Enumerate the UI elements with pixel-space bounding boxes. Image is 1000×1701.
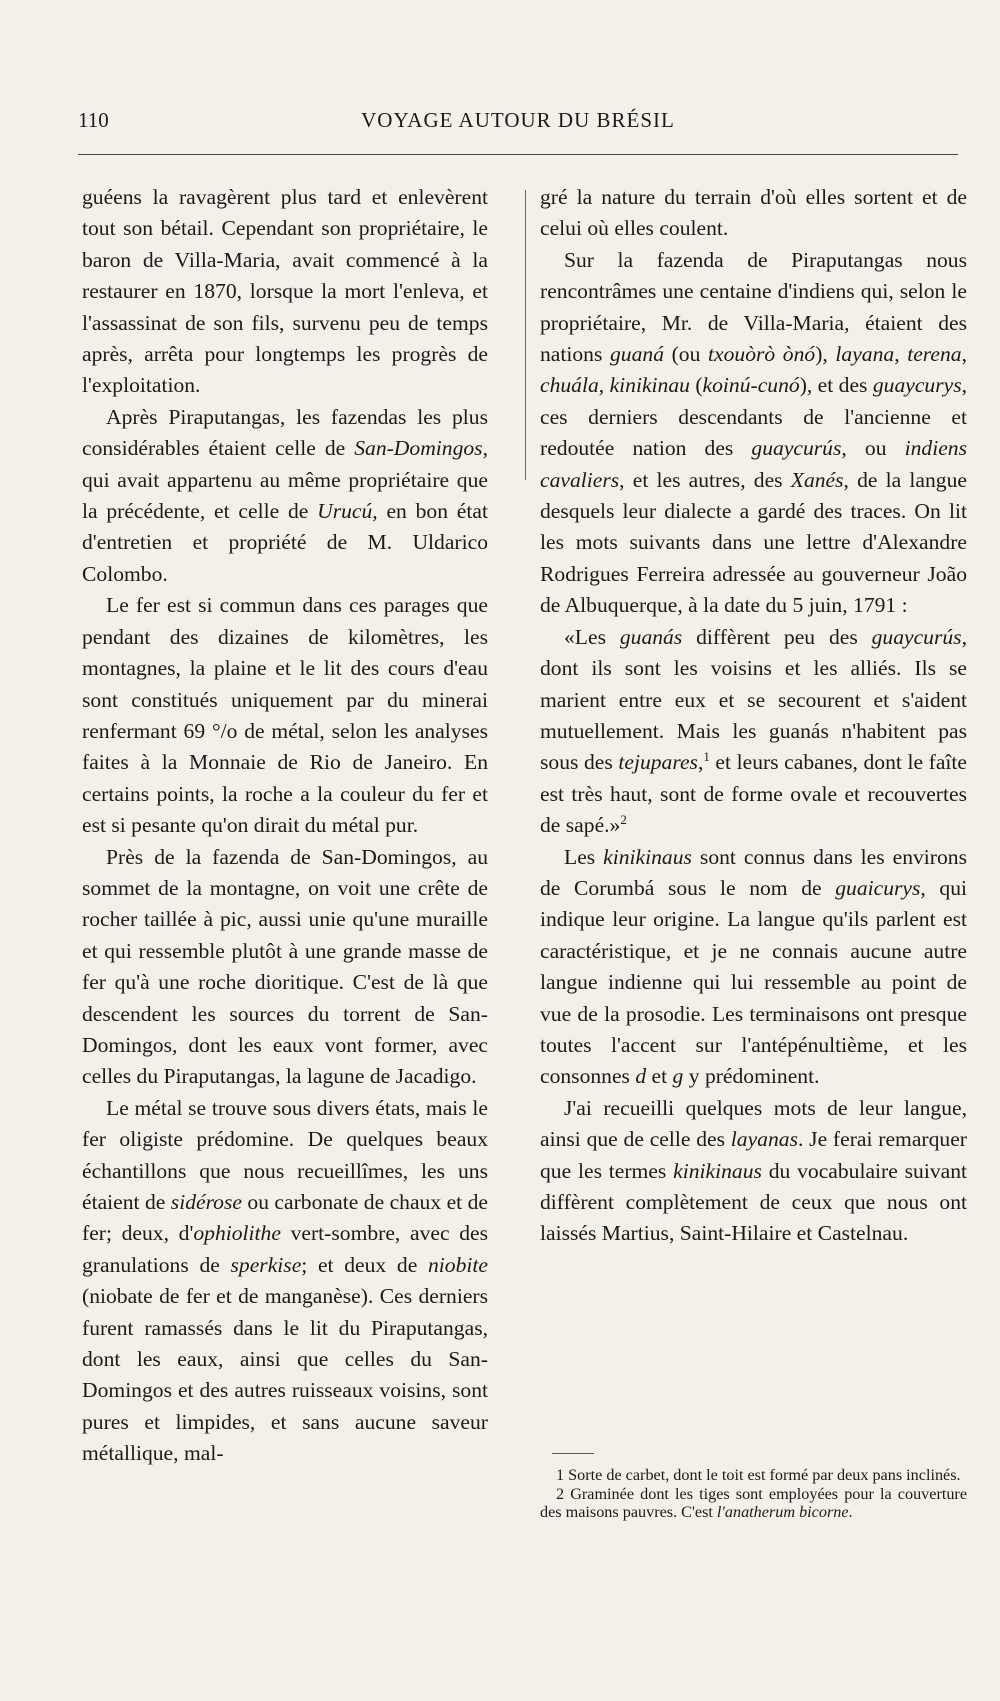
paragraph: Sur la fazenda de Piraputangas nous rencontrâmes une centaine d'indiens qui, selon le propriétaire, Mr. de Villa-Maria, étaient des nations guaná (ou txouòrò ònó), layana, terena, chuála, kinikinau (koinú-cunó), et des guaycurys, ces derniers descendants de l'ancienne et redoutée nation des guaycurús, ou indiens cavaliers, et les autres, des Xanés, de la langue desquels leur dialecte a gardé des traces. On lit les mots suivants dans une lettre d'Alexandre Rodrigues Ferreira adressée au gouverneur João de Albuquerque, à la date du 5 juin, 1791 : bbox=[540, 247, 968, 618]
paragraph: guéens la ravagèrent plus tard et enlevèrent tout son bétail. Cependant son propriétaire, le baron de Villa-Maria, avait commencé à la restaurer en 1870, lorsque la mort l'enleva, et l'assassinat de son fils, survenu peu de temps après, arrêta pour longtemps les progrès de l'exploitation. bbox=[82, 185, 488, 398]
column-rule bbox=[525, 190, 526, 480]
footnote-2: 2 Graminée dont les tiges sont employées pour la couverture des maisons pauvres. C'est l'anatherum bicorne. bbox=[540, 1484, 967, 1522]
paragraph: Le fer est si commun dans ces parages que pendant des dizaines de kilomètres, les montagnes, la plaine et le lit des cours d'eau sont constitués uniquement par du minerai renfermant 69 °/o de métal, selon les analyses faites à la Monnaie de Rio de Janeiro. En certains points, la roche a la couleur du fer et est si pesante qu'on dirait du métal pur. bbox=[82, 593, 488, 838]
page-header bbox=[78, 108, 958, 138]
header-rule bbox=[78, 154, 958, 155]
page-number: 110 bbox=[78, 108, 109, 132]
paragraph: Près de la fazenda de San-Domingos, au sommet de la montagne, on voit une crête de rocher taillée à pic, aussi unie qu'une muraille et qui ressemble plutôt à une grande masse de fer qu'à une roche dioritique. C'est de là que descendent les sources du torrent de San-Domingos, dont les eaux vont former, avec celles du Piraputangas, la lagune de Jacadigo. bbox=[82, 844, 488, 1089]
footnote-rule bbox=[552, 1453, 594, 1454]
quotation-paragraph: «Les guanás diffèrent peu des guaycurús, dont ils sont les voisins et les alliés. Ils se marient entre eux et se secourent et s'aident mutuellement. Mais les guanás n'habitent pas sous des tejupares,$^1$ et leurs cabanes, dont le faîte est très haut, sont de forme ovale et recouvertes de sapé.»$^2$ bbox=[540, 624, 968, 838]
right-column bbox=[540, 182, 967, 1250]
paragraph: Après Piraputangas, les fazendas les plus considérables étaient celle de San-Domingos, qui avait appartenu au même propriétaire que la précédente, et celle de Urucú, en bon état d'entretien et propriété de M. Uldarico Colombo. bbox=[82, 404, 488, 586]
footnotes bbox=[540, 1466, 967, 1522]
paragraph: Le métal se trouve sous divers états, mais le fer oligiste prédomine. De quelques beaux échantillons que nous recueillîmes, les uns étaient de sidérose ou carbonate de chaux et de fer; deux, d'ophiolithe vert-sombre, avec des granulations de sperkise; et deux de niobite (niobate de fer et de manganèse). Ces derniers furent ramassés dans le lit du Piraputangas, dont les eaux, ainsi que celles du San-Domingos et des autres ruisseaux voisins, sont pures et limpides, et sans aucune saveur métallique, mal- bbox=[82, 1095, 488, 1466]
paragraph: J'ai recueilli quelques mots de leur langue, ainsi que de celle des layanas. Je ferai remarquer que les termes kinikinaus du vocabulaire suivant diffèrent complètement de ceux que nous ont laissés Martius, Saint-Hilaire et Castelnau. bbox=[540, 1095, 967, 1246]
left-column bbox=[82, 182, 488, 1470]
paragraph: Les kinikinaus sont connus dans les environs de Corumbá sous le nom de guaicurys, qui indique leur origine. La langue qu'ils parlent est caractéristique, et je ne connais aucune autre langue indienne qui lui ressemble au point de vue de la prosodie. Les terminaisons ont presque toutes l'accent sur l'antépénultième, et les consonnes d et g y prédominent. bbox=[540, 844, 967, 1089]
running-title: VOYAGE AUTOUR DU BRÉSIL bbox=[361, 108, 675, 132]
paragraph: gré la nature du terrain d'où elles sortent et de celui où elles coulent. bbox=[540, 185, 967, 241]
footnote-1: 1 Sorte de carbet, dont le toit est formé par deux pans inclinés. bbox=[556, 1466, 961, 1484]
